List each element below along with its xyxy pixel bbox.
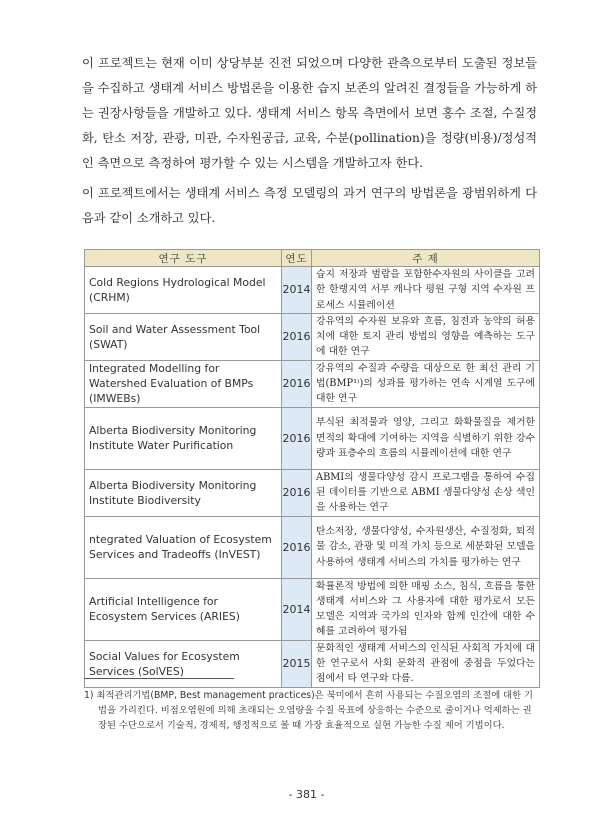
tool-cell: Alberta Biodiversity Monitoring Institute Biodiversity: [85, 469, 282, 516]
tool-cell: Integrated Modelling for Watershed Evaluation of BMPs (IMWEBs): [85, 360, 282, 407]
topic-cell: 확률론적 방법에 의한 매핑 소스, 침식, 흐름을 통한 생태계 서비스와 그 사용자에 대한 평가로서 모든 모델은 지역과 국가의 인자와 함께 인간에 대한 수혜를 고려하여 평가됨: [312, 578, 540, 640]
tool-cell: Artificial Intelligence for Ecosystem Services (ARIES): [85, 578, 282, 640]
topic-cell: 습지 저장과 범람을 포함한수자원의 사이클을 고려한 한랭지역 서부 캐나다 평원 구형 지역 수자원 프로세스 시뮬레이션: [312, 267, 540, 314]
table-row: [85, 516, 540, 578]
footnote: 1) 최적관리기법(BMP, Best management practices)은 북미에서 흔히 사용되는 수질오염의 조절에 대한 기법을 가리킨다. 비점오염원에 의해 초래되는 오염량을 수질 목표에 상응하는 수준으로 줄이거나 억제하는 권장된 수단으로서 기술적, 경제적, 행정적으로 볼 때 가장 효율적으로 실현 가능한 수질 제어 기법이다.: [84, 690, 534, 731]
table-row: [85, 469, 540, 516]
topic-cell: 강유역의 수질과 수량을 대상으로 한 최선 관리 기법(BMP¹⁾)의 성과를 평가하는 연속 시계열 도구에 대한 연구: [312, 360, 540, 407]
page-number: - 381 -: [288, 788, 325, 801]
year-cell: 2016: [282, 360, 312, 407]
year-cell: 2016: [282, 469, 312, 516]
footnote-divider: [84, 678, 234, 679]
topic-cell: 문화적인 생태계 서비스의 인식된 사회적 가치에 대한 연구로서 사회 문화적 관점에 중점을 두었다는 점에서 타 연구와 다름.: [312, 640, 540, 687]
tool-cell: Soil and Water Assessment Tool (SWAT): [85, 313, 282, 360]
topic-cell: 탄소저장, 생물다양성, 수자원생산, 수질정화, 퇴적물 감소, 관광 및 미적 가치 등으로 세분화된 모델을 사용하여 생태계 서비스의 가치를 평가하는 연구: [312, 516, 540, 578]
topic-cell: ABMI의 생물다양성 감시 프로그램을 통하여 수집된 데이터를 기반으로 ABMI 생물다양성 손상 색인을 사용하는 연구: [312, 469, 540, 516]
tool-cell: Social Values for Ecosystem Services (SolVES): [85, 640, 282, 687]
tool-cell: ntegrated Valuation of Ecosystem Services and Tradeoffs (InVEST): [85, 516, 282, 578]
header-tool: 연구 도구: [85, 250, 282, 267]
table-row: [85, 578, 540, 640]
year-cell: 2016: [282, 407, 312, 469]
year-cell: 2016: [282, 516, 312, 578]
header-year: 연도: [282, 250, 312, 267]
table-row: [85, 407, 540, 469]
year-cell: 2016: [282, 313, 312, 360]
research-tools-table: [84, 249, 540, 688]
table-row: [85, 267, 540, 314]
header-topic: 주 제: [312, 250, 540, 267]
tool-cell: Alberta Biodiversity Monitoring Institute Water Purification: [85, 407, 282, 469]
topic-cell: 부식된 최적물과 영양, 그리고 화확물질을 제거한 면적의 확대에 기여하는 지역을 식별하기 위한 강수량과 표층수의 흐름의 시뮬레이션에 대한 연구: [312, 407, 540, 469]
table-row: [85, 640, 540, 687]
table-row: [85, 360, 540, 407]
table-header-row: [85, 250, 540, 267]
body-paragraph-1: 이 프로젝트는 현재 이미 상당부분 진전 되었으며 다양한 관측으로부터 도출된 정보들을 수집하고 생태계 서비스 방법론을 이용한 습지 보존의 알려진 결정들을 가능하게 하는 권장사항들을 개발하고 있다. 생태계 서비스 항목 측면에서 보면 홍수 조절, 수질정화, 탄소 저장, 관광, 미관, 수자원공급, 교육, 수분(pollination)을 정량(비용)/정성적인 측면으로 측정하여 평가할 수 있는 시스템을 개발하고자 한다.: [82, 56, 537, 170]
body-paragraph-2: 이 프로젝트에서는 생태계 서비스 측정 모델링의 과거 연구의 방법론을 광범위하게 다음과 같이 소개하고 있다.: [82, 186, 537, 225]
tool-cell: Cold Regions Hydrological Model (CRHM): [85, 267, 282, 314]
year-cell: 2015: [282, 640, 312, 687]
topic-cell: 강유역의 수자원 보유와 흐름, 침전과 농약의 허용치에 대한 토지 관리 방법의 영향을 예측하는 도구에 대한 연구: [312, 313, 540, 360]
year-cell: 2014: [282, 267, 312, 314]
year-cell: 2014: [282, 578, 312, 640]
table-row: [85, 313, 540, 360]
